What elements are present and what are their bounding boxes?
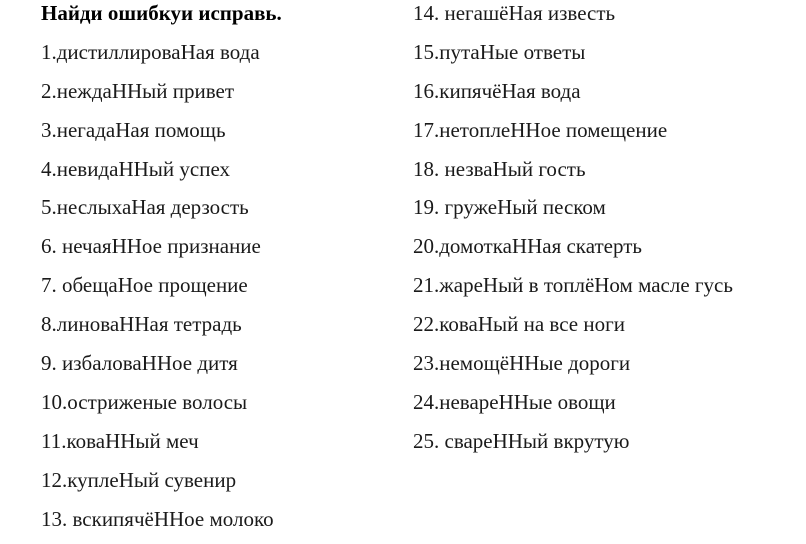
list-item: 2.неждаННый привет [41,78,235,103]
exercise-title: Найди ошибкуи исправь. [41,1,282,25]
list-item: 4.невидаННый успех [41,156,230,181]
list-item: 17.нетоплеННое помещение [413,117,668,142]
list-item: 7. обещаНое прощение [41,273,248,298]
list-item: 10.остриженые волосы [41,389,248,414]
list-item: 15.путаНые ответы [413,39,586,64]
list-item: 20.домоткаННая скатерть [413,234,642,259]
list-item: 24.невареННые овощи [413,389,616,414]
list-item: 16.кипячёНая вода [413,78,581,103]
list-item: 18. незваНый гость [413,156,586,181]
list-item: 25. свареННый вкрутую [413,428,630,453]
right-column [413,0,733,467]
list-item: 9. избаловаННое дитя [41,351,238,376]
list-item: 12.куплеНый сувенир [41,467,237,492]
list-item: 14. негашёНая известь [413,1,616,25]
list-item: 8.линоваННая тетрадь [41,312,242,337]
list-item: 1.дистиллироваНая вода [41,39,260,64]
left-column [41,0,282,544]
list-item: 3.негадаНая помощь [41,117,226,142]
list-item: 21.жареНый в топлёНом масле гусь [413,273,733,298]
list-item: 11.коваННый меч [41,428,199,453]
list-item: 22.коваНый на все ноги [413,312,625,337]
list-item: 19. гружеНый песком [413,195,606,220]
list-item: 5.неслыхаНая дерзость [41,195,249,220]
list-item: 23.немощёННые дороги [413,351,631,376]
list-item: 13. вскипячёННое молоко [41,506,274,531]
list-item: 6. нечаяННое признание [41,234,261,259]
